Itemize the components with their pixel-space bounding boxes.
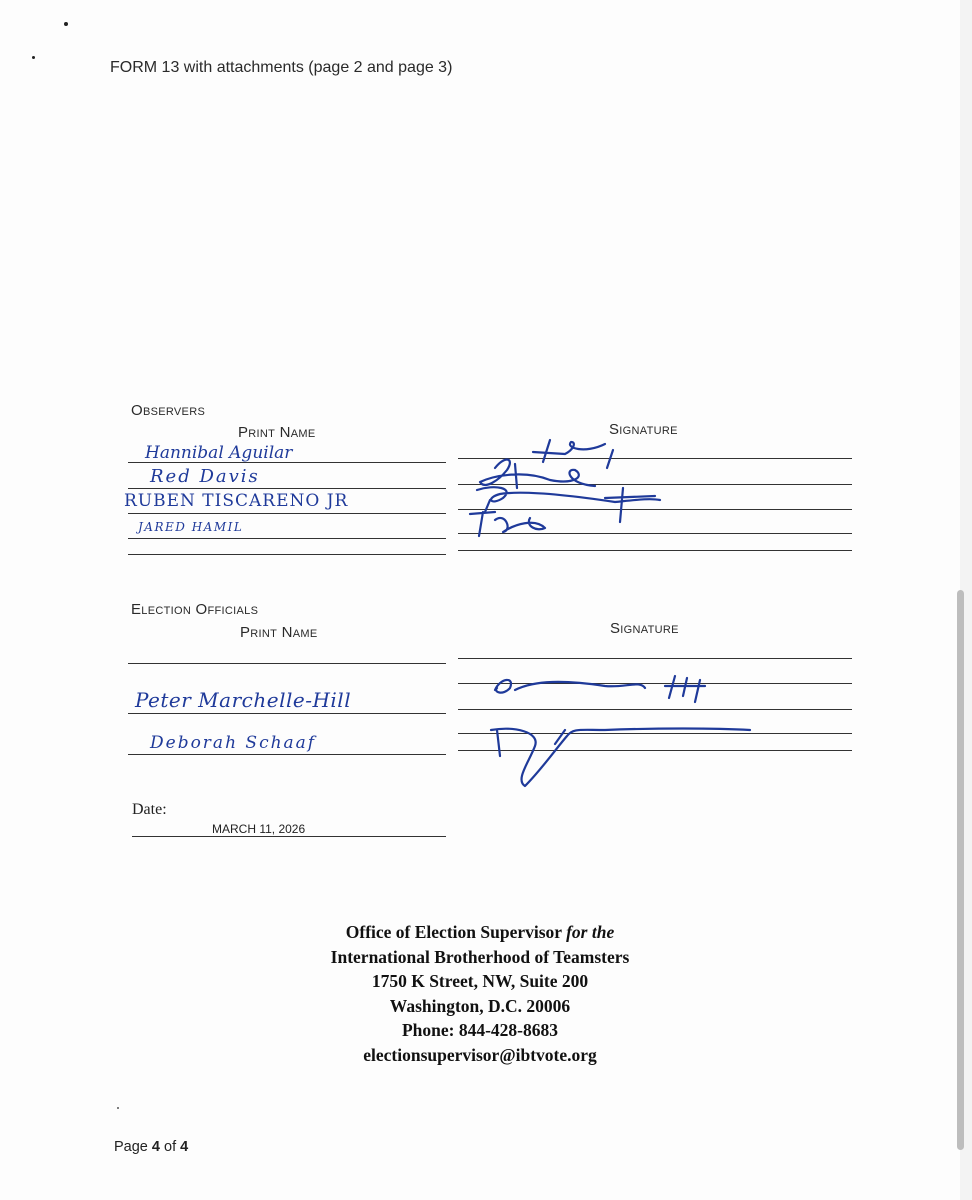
date-line [132,836,446,837]
official-name-1: Peter Marchelle-Hill [135,688,352,712]
officials-title: Election Officials [131,601,259,618]
of-word: of [164,1139,177,1155]
street-address: 1750 K Street, NW, Suite 200 [371,971,589,991]
official-line [128,754,446,755]
scan-speck [117,1107,119,1109]
office-title-line [280,920,680,945]
city-state-zip: Washington, D.C. 20006 [389,995,571,1016]
page-word: Page [114,1139,148,1155]
signatures-drawing [455,440,875,790]
observers-title: Observers [131,402,206,419]
observers-print-name-label: Print Name [238,424,316,441]
observer-name-2: Red Davis [150,466,260,487]
observer-signature-1 [533,440,613,468]
official-line [128,713,446,714]
observer-line [128,554,446,555]
observer-signature-2 [480,460,595,488]
email-address: electionsupervisor@ibtvote.org [363,1044,597,1065]
phone-number: Phone: 844-428-8683 [401,1020,559,1040]
official-signature-2 [491,729,750,787]
observer-line [128,538,446,539]
observer-signature-3 [477,487,660,522]
official-line [128,663,446,664]
total-pages: 4 [180,1139,189,1155]
observer-name-4: JARED HAMIL [138,520,244,534]
official-signature-1 [495,676,705,702]
scan-speck [64,22,68,26]
officials-signature-label: Signature [610,620,679,637]
observer-line [128,488,446,489]
officials-print-name-label: Print Name [240,624,318,641]
observer-signature-4 [470,512,545,536]
date-label: Date: [132,801,167,818]
scan-speck [32,56,35,59]
observers-signature-label: Signature [609,421,678,438]
observer-name-3: RUBEN TISCARENO JR [124,491,349,511]
office-address-block [280,920,680,1067]
date-value: MARCH 11, 2026 [212,822,306,836]
observer-name-1: Hannibal Aguilar [145,443,293,463]
union-name: International Brotherhood of Teamsters [330,946,630,967]
official-name-2: Deborah Schaaf [150,733,317,753]
office-title: Office of Election Supervisor [345,922,562,942]
office-title-suffix: for the [566,922,615,942]
current-page: 4 [151,1139,160,1155]
page-number [114,1139,188,1155]
form-header: FORM 13 with attachments (page 2 and page 3) [110,59,453,76]
scrollbar-thumb[interactable] [957,590,964,1150]
observer-line [128,513,446,514]
